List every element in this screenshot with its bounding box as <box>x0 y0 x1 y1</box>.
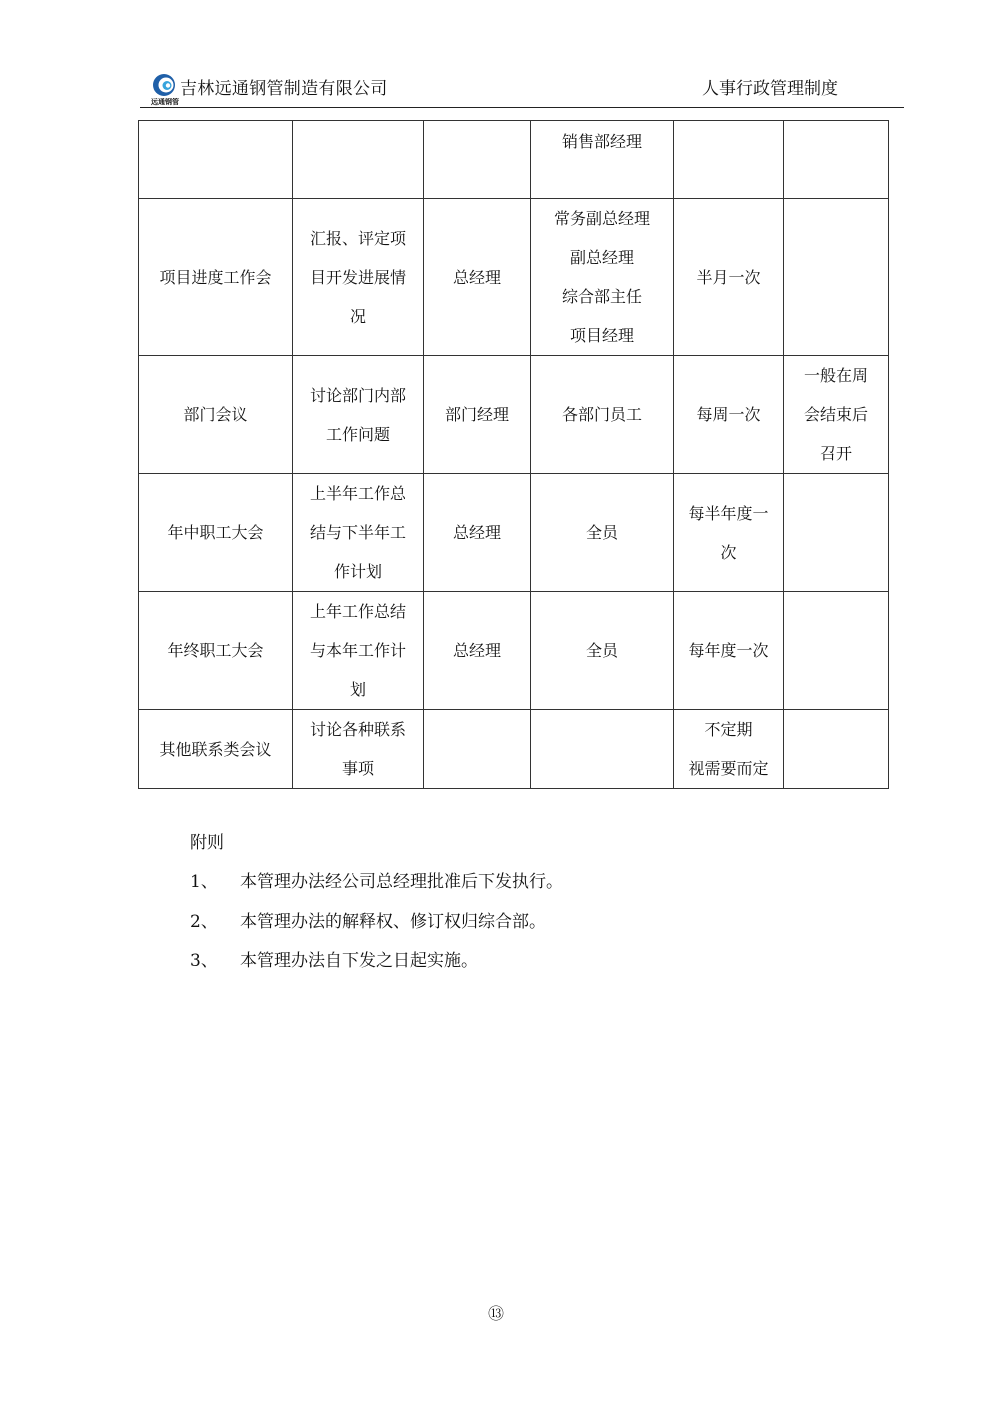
cell-line: 结与下半年工 <box>309 523 406 542</box>
cell-line: 其他联系类会议 <box>159 739 272 759</box>
cell-remark <box>784 356 889 474</box>
cell-frequency <box>674 592 784 710</box>
cell-name <box>139 356 293 474</box>
cell-line: 总经理 <box>452 523 501 542</box>
cell-host <box>424 710 531 789</box>
cell-remark <box>784 592 889 710</box>
page-header <box>150 70 904 110</box>
cell-host <box>424 121 531 199</box>
cell-line: 销售部经理 <box>561 132 642 151</box>
cell-line: 每年度一次 <box>688 641 769 660</box>
appendix-item-number: 1、 <box>190 872 218 892</box>
logo-caption: 远通钢管 <box>151 98 179 106</box>
cell-line: 上年工作总结 <box>309 602 406 621</box>
appendix-item <box>190 867 563 892</box>
cell-line: 每周一次 <box>696 405 761 424</box>
cell-frequency <box>674 474 784 592</box>
cell-remark <box>784 121 889 199</box>
cell-line: 部门会议 <box>183 405 248 424</box>
cell-line: 召开 <box>819 444 852 463</box>
cell-content <box>293 592 424 710</box>
cell-frequency <box>674 710 784 789</box>
page-number: ⑬ <box>487 1304 504 1323</box>
appendix-item-text: 本管理办法的解释权、修订权归综合部。 <box>240 912 546 932</box>
cell-content <box>293 199 424 356</box>
cell-attendees <box>531 592 674 710</box>
cell-remark <box>784 199 889 356</box>
cell-content <box>293 356 424 474</box>
cell-line: 上半年工作总 <box>309 484 406 503</box>
cell-line: 年中职工大会 <box>167 523 264 542</box>
table-row <box>139 592 889 710</box>
cell-name <box>139 199 293 356</box>
cell-line: 年终职工大会 <box>167 641 264 660</box>
cell-line: 总经理 <box>452 641 501 660</box>
cell-line: 讨论部门内部 <box>309 385 406 405</box>
cell-content <box>293 710 424 789</box>
cell-name <box>139 710 293 789</box>
cell-line: 事项 <box>341 759 374 778</box>
cell-line: 与本年工作计 <box>309 641 406 660</box>
appendix-item-number: 3、 <box>190 951 218 971</box>
cell-line: 各部门员工 <box>561 405 642 424</box>
cell-attendees <box>531 199 674 356</box>
cell-line: 总经理 <box>452 267 501 287</box>
cell-attendees <box>531 474 674 592</box>
cell-line: 划 <box>349 680 366 699</box>
table-row <box>139 356 889 474</box>
cell-attendees <box>531 710 674 789</box>
appendix-item-number: 2、 <box>190 912 218 932</box>
appendix-item <box>190 907 546 932</box>
cell-line: 视需要而定 <box>688 759 769 778</box>
cell-line: 综合部主任 <box>561 287 642 306</box>
cell-line: 项目进度工作会 <box>159 267 272 287</box>
cell-name <box>139 592 293 710</box>
table-row <box>139 199 889 356</box>
cell-line: 每半年度一 <box>688 503 769 523</box>
appendix-item-text: 本管理办法自下发之日起实施。 <box>240 951 478 971</box>
cell-line: 一般在周 <box>803 366 868 385</box>
appendix-item-text: 本管理办法经公司总经理批准后下发执行。 <box>240 872 563 892</box>
cell-name <box>139 121 293 199</box>
cell-line: 作计划 <box>333 562 382 581</box>
cell-line: 半月一次 <box>696 267 761 287</box>
cell-remark <box>784 710 889 789</box>
cell-line: 不定期 <box>704 720 753 739</box>
table-row <box>139 474 889 592</box>
cell-line: 常务副总经理 <box>553 209 650 228</box>
cell-line: 况 <box>349 306 366 326</box>
document-title: 人事行政管理制度 <box>702 79 838 99</box>
table-row <box>139 710 889 789</box>
cell-content <box>293 121 424 199</box>
cell-line: 全员 <box>585 641 618 660</box>
cell-frequency <box>674 356 784 474</box>
cell-line: 项目经理 <box>569 326 634 345</box>
company-name: 吉林远通钢管制造有限公司 <box>180 79 388 99</box>
header-divider <box>140 107 904 108</box>
cell-attendees <box>531 121 674 199</box>
cell-line: 讨论各种联系 <box>309 720 406 739</box>
cell-host <box>424 592 531 710</box>
cell-host <box>424 474 531 592</box>
cell-content <box>293 474 424 592</box>
cell-host <box>424 199 531 356</box>
cell-frequency <box>674 199 784 356</box>
cell-line: 副总经理 <box>569 248 634 267</box>
cell-line: 工作问题 <box>325 424 390 444</box>
appendix-title: 附则 <box>190 833 224 853</box>
cell-attendees <box>531 356 674 474</box>
cell-line: 会结束后 <box>803 405 868 424</box>
cell-remark <box>784 474 889 592</box>
cell-line: 部门经理 <box>444 405 509 424</box>
cell-line: 目开发进展情 <box>309 267 406 287</box>
table-row <box>139 121 889 199</box>
cell-name <box>139 474 293 592</box>
cell-line: 全员 <box>585 523 618 542</box>
cell-line: 汇报、评定项 <box>309 228 406 248</box>
cell-host <box>424 356 531 474</box>
appendix-item <box>190 946 478 971</box>
cell-line: 次 <box>720 542 737 562</box>
meeting-table <box>138 120 889 789</box>
cell-frequency <box>674 121 784 199</box>
